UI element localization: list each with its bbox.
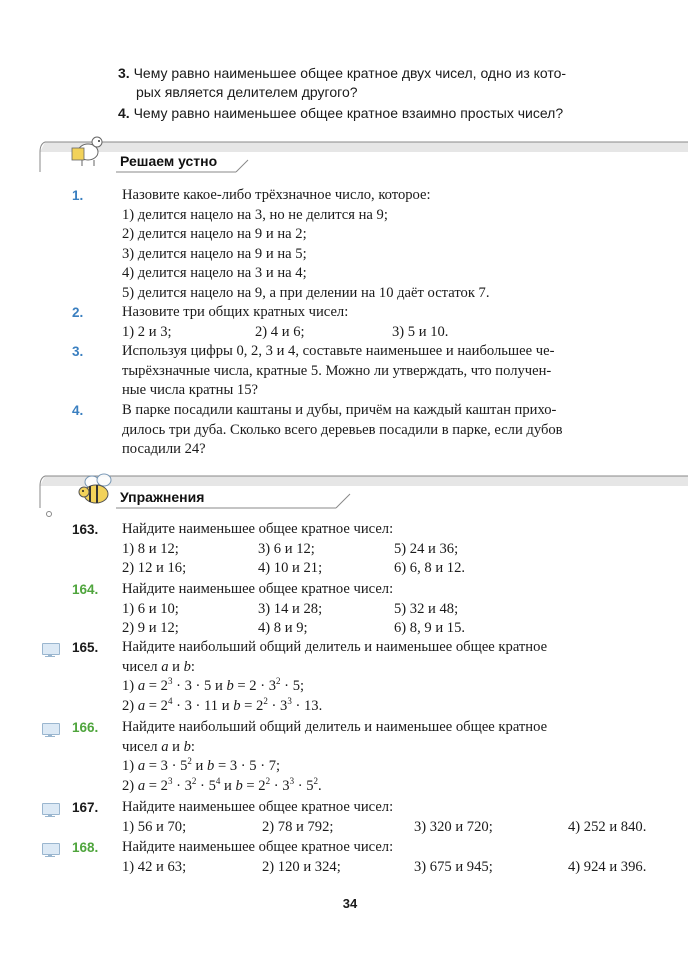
task-line: тырёхзначные числа, кратные 5. Можно ли утверждать, что получен- <box>122 362 552 379</box>
answer-option: 1) 42 и 63; <box>122 858 187 875</box>
question-text: Чему равно наименьшее общее кратное двух чисел, одно из кото- <box>133 65 567 81</box>
task-line: 3) делится нацело на 9 и на 5; <box>122 245 307 262</box>
task-number: 3. <box>72 344 84 359</box>
task-line: 2) делится нацело на 9 и на 2; <box>122 226 307 242</box>
section-title: Упражнения <box>120 489 205 505</box>
answer-option: 2) 12 и 16; <box>122 560 187 576</box>
answer-option: 3) 14 и 28; <box>258 600 323 617</box>
exercise-number: 163. <box>72 522 99 537</box>
task-number: 4. <box>72 403 84 418</box>
question-number: 4. <box>118 105 130 121</box>
exercise-text: Найдите наибольший общий делитель и наименьшее общее кратное <box>122 639 548 655</box>
task-line: 4) делится нацело на 3 и на 4; <box>122 265 307 281</box>
section-title: Решаем устно <box>120 153 218 169</box>
exercise-part: 2) $a = 2^4 \cdot 3 \cdot 11$ и $b = 2^2 \cdot 3^3 \cdot 13$. <box>122 695 323 714</box>
exercise-text: Найдите наименьшее общее кратное чисел: <box>122 581 394 597</box>
task-number: 1. <box>72 188 84 203</box>
answer-option: 1) 2 и 3; <box>122 323 172 340</box>
exercise-text: чисел a и b: <box>122 658 195 675</box>
task-line: ные числа кратны 15? <box>122 382 258 398</box>
task-line: 5) делится нацело на 9, а при делении на 10 даёт остаток 7. <box>122 284 490 301</box>
task-line: дилось три дуба. Сколько всего деревьев посадили в парке, если дубов <box>122 421 563 438</box>
page-number: 34 <box>342 896 358 911</box>
answer-option: 3) 6 и 12; <box>258 540 315 557</box>
answer-option: 3) 5 и 10. <box>392 323 449 340</box>
exercise-text: Найдите наименьшее общее кратное чисел: <box>122 839 394 855</box>
exercise-text: чисел a и b: <box>122 738 195 755</box>
task-line: Назовите какое-либо трёхзначное число, которое: <box>122 187 431 203</box>
answer-option: 1) 56 и 70; <box>122 818 187 835</box>
dog-mascot-icon <box>72 137 102 166</box>
exercise-part: 2) $a = 2^3 \cdot 3^2 \cdot 5^4$ и $b = 2^2 \cdot 3^3 \cdot 5^2$. <box>122 775 322 794</box>
answer-option: 1) 6 и 10; <box>122 600 179 617</box>
answer-option: 6) 8, 9 и 15. <box>394 620 466 636</box>
computer-icon <box>40 803 62 817</box>
exercise-text: Найдите наименьшее общее кратное чисел: <box>122 799 394 815</box>
exercise-part: 1) $a = 2^3 \cdot 3 \cdot 5$ и $b = 2 \cdot 3^2 \cdot 5$; <box>122 676 305 694</box>
exercise-part: 1) $a = 3 \cdot 5^2$ и b = 3 · 5 · 7; <box>122 756 281 774</box>
question-text: рых является делителем другого? <box>136 84 358 100</box>
answer-option: 6) 6, 8 и 12. <box>394 560 466 576</box>
exercise-text: Найдите наибольший общий делитель и наименьшее общее кратное <box>122 719 548 735</box>
exercise-number: 164. <box>72 582 99 597</box>
section-banner <box>0 128 700 184</box>
answer-option: 4) 924 и 396. <box>568 858 647 875</box>
answer-option: 2) 4 и 6; <box>255 323 305 340</box>
answer-option: 4) 10 и 21; <box>258 560 323 576</box>
computer-icon <box>40 643 62 657</box>
task-line: Используя цифры 0, 2, 3 и 4, составьте наименьшее и наибольшее че- <box>122 343 555 359</box>
answer-option: 1) 8 и 12; <box>122 540 179 557</box>
answer-option: 4) 8 и 9; <box>258 620 308 636</box>
exercise-number: 167. <box>72 800 99 815</box>
answer-option: 2) 9 и 12; <box>122 620 179 636</box>
answer-option: 5) 32 и 48; <box>394 600 459 617</box>
answer-option: 3) 320 и 720; <box>414 818 493 835</box>
exercise-number: 166. <box>72 720 99 735</box>
task-line: посадили 24? <box>122 441 206 457</box>
task-number: 2. <box>72 305 84 320</box>
exercise-text: Найдите наименьшее общее кратное чисел: <box>122 521 394 537</box>
task-line: 1) делится нацело на 3, но не делится на 9; <box>122 206 388 223</box>
answer-option: 3) 675 и 945; <box>414 858 493 875</box>
section-header-exercises <box>0 462 700 520</box>
computer-icon <box>40 843 62 857</box>
question-4 <box>118 104 563 123</box>
answer-option: 4) 252 и 840. <box>568 818 647 835</box>
question-number: 3. <box>118 65 130 81</box>
task-line: В парке посадили каштаны и дубы, причём на каждый каштан прихо- <box>122 402 557 418</box>
section-header-oral <box>0 128 700 184</box>
task-line: Назовите три общих кратных чисел: <box>122 304 349 320</box>
answer-option: 2) 78 и 792; <box>262 818 334 835</box>
answer-option: 5) 24 и 36; <box>394 540 459 557</box>
exercise-number: 168. <box>72 840 99 855</box>
question-text: Чему равно наименьшее общее кратное взаимно простых чисел? <box>133 105 564 121</box>
computer-icon <box>40 723 62 737</box>
section-banner <box>0 462 700 520</box>
exercise-number: 165. <box>72 640 99 655</box>
question-3 <box>118 64 566 102</box>
answer-option: 2) 120 и 324; <box>262 858 341 875</box>
